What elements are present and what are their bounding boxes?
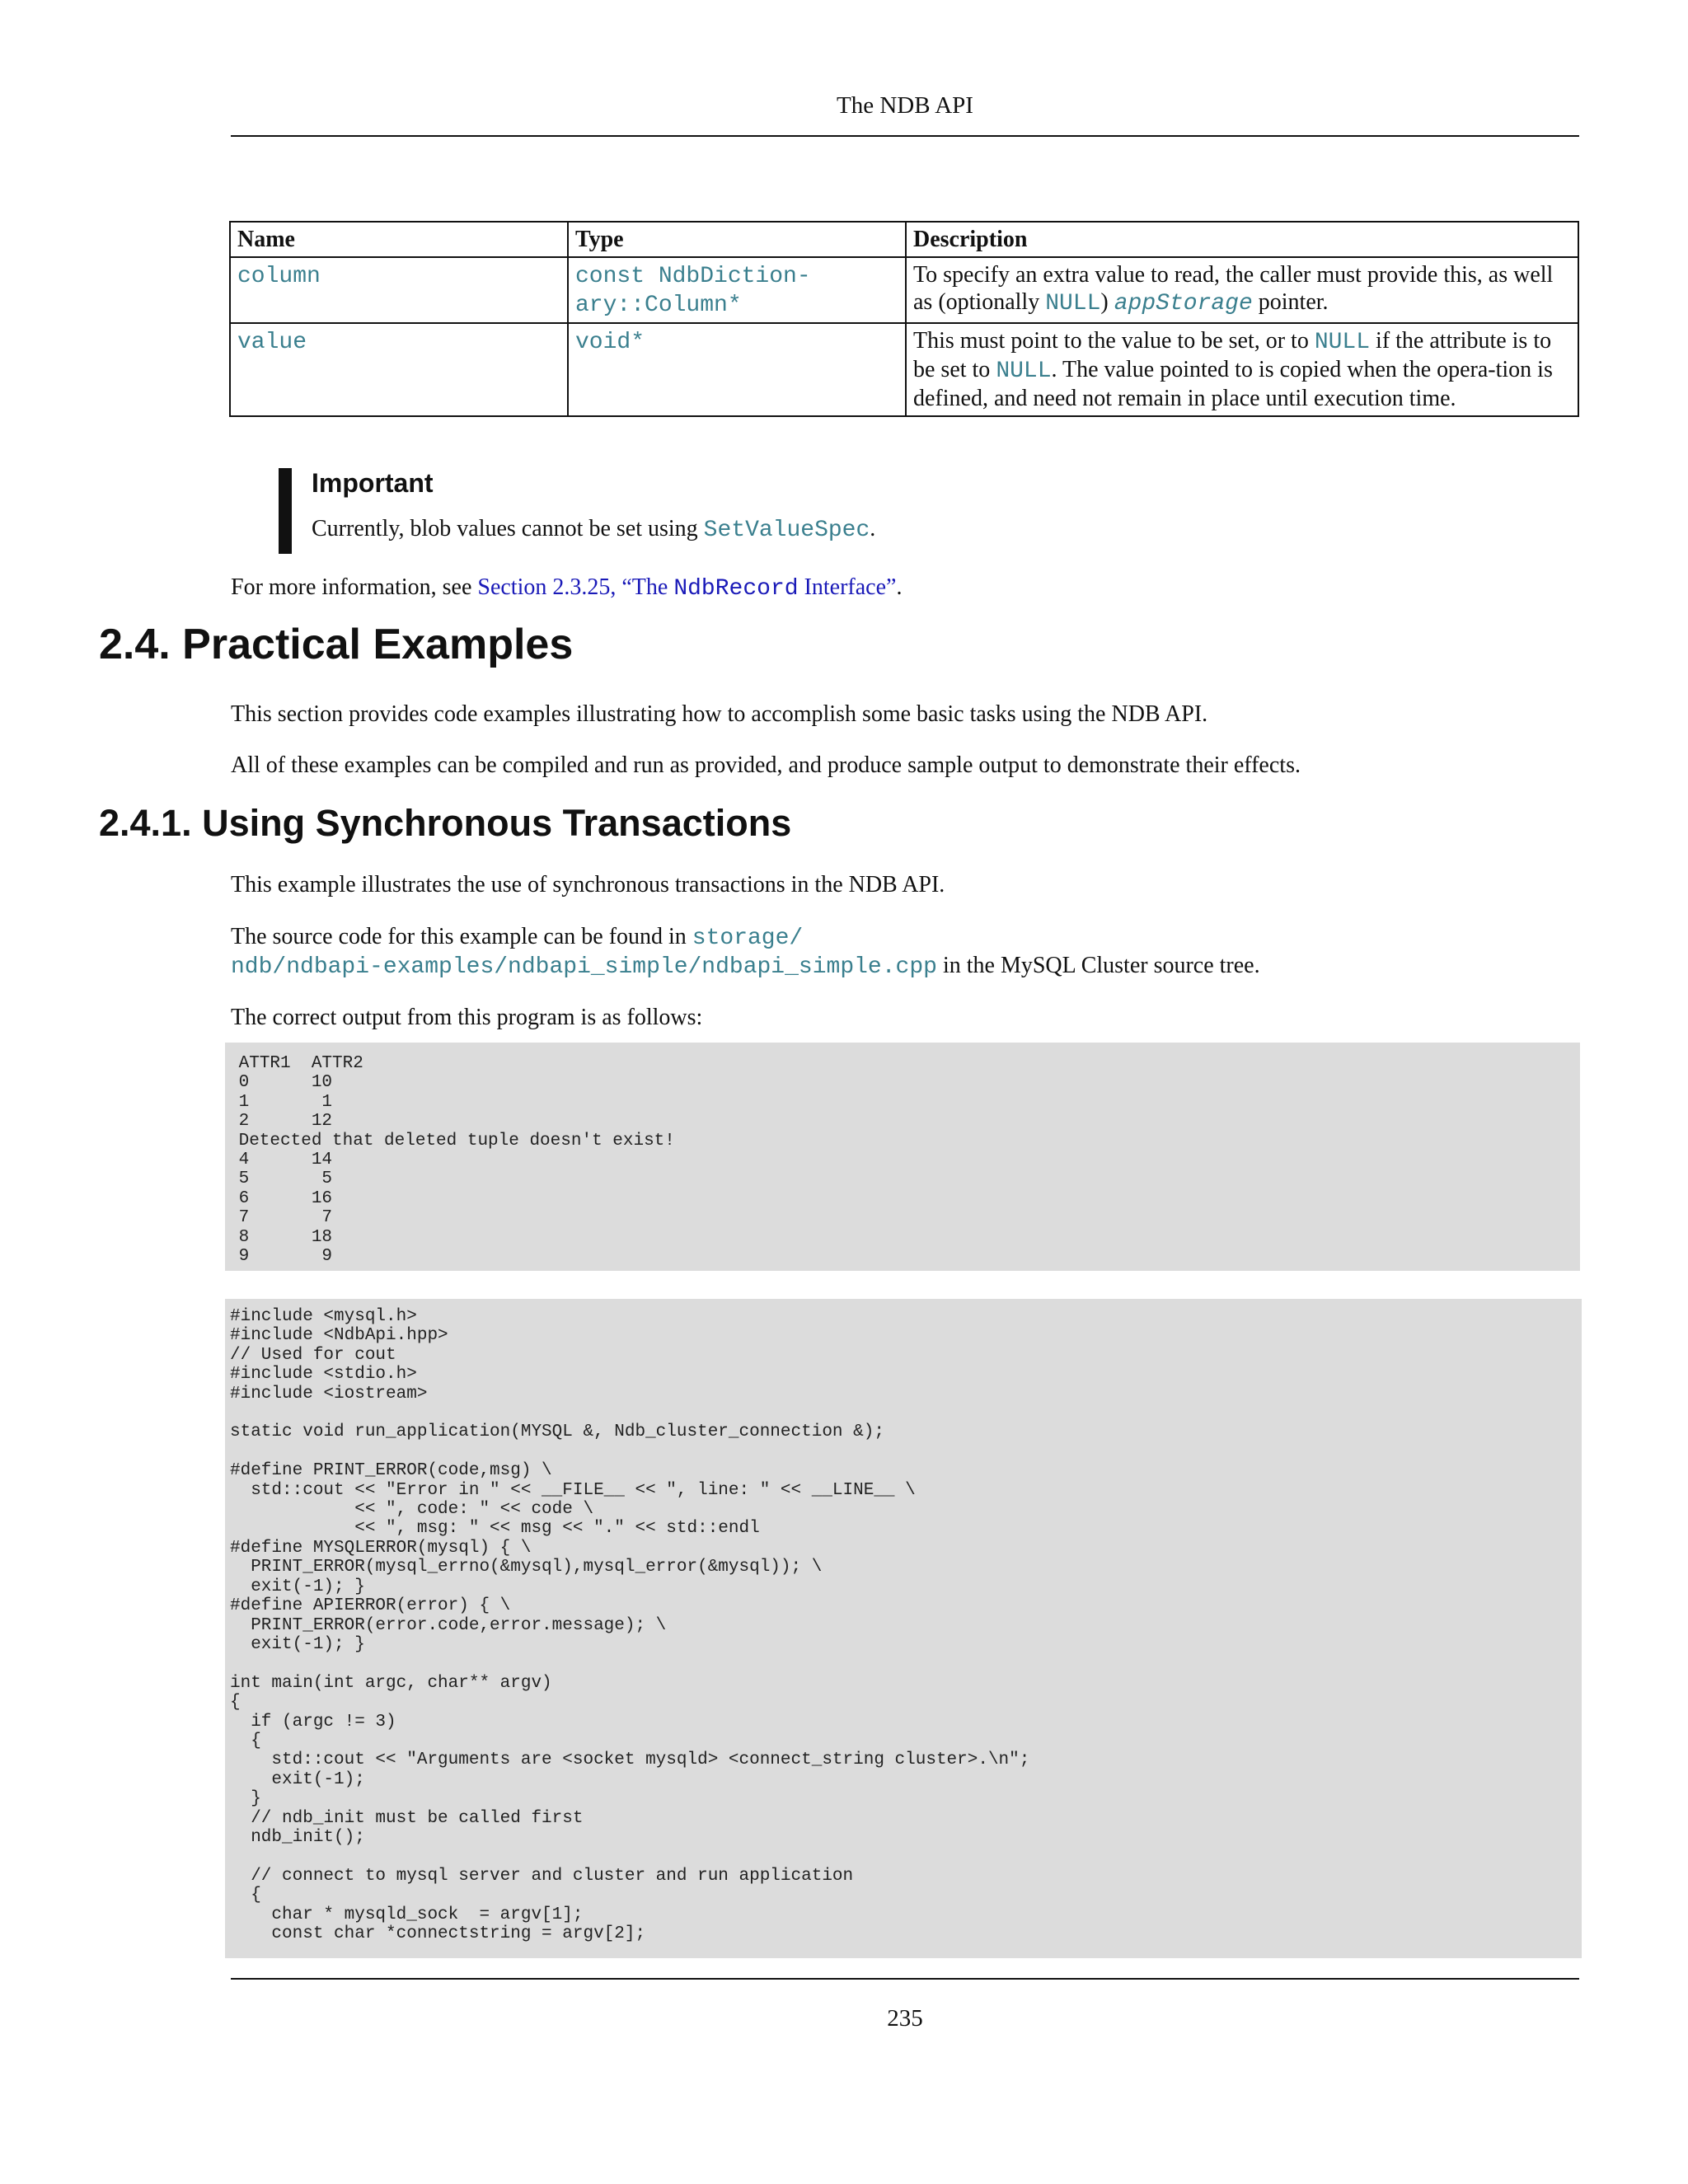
program-output-block: ATTR1 ATTR2 0 10 1 1 2 12 Detected that deleted tuple doesn't exist! 4 14 5 5 6 16 7 7 8 18 9 9 — [225, 1043, 1580, 1271]
column-header-description: Description — [906, 222, 1578, 257]
source-path-link[interactable]: storage/ ndb/ndbapi-examples/ndbapi_simple/ndbapi_simple.cpp — [231, 926, 937, 980]
more-info-paragraph: For more information, see Section 2.3.25, “The NdbRecord Interface”. — [231, 574, 903, 602]
param-description: This must point to the value to be set, or to NULL if the attribute is to be set to NULL. The value pointed to is copied when the opera-tion is defined, and need not remain in place until execution time. — [906, 323, 1578, 416]
column-header-type: Type — [568, 222, 906, 257]
table-header-row — [230, 222, 1578, 257]
section-2-4-note: All of these examples can be compiled and run as provided, and produce sample output to demonstrate their effects. — [231, 752, 1301, 778]
column-header-name: Name — [230, 222, 568, 257]
section-link[interactable]: Section 2.3.25, “The NdbRecord Interface” — [477, 574, 897, 602]
section-2-4-1-intro: This example illustrates the use of synchronous transactions in the NDB API. — [231, 872, 945, 898]
output-intro: The correct output from this program is as follows: — [231, 1005, 703, 1030]
table-row — [230, 323, 1578, 416]
param-type-link[interactable]: void* — [575, 330, 645, 355]
source-location-paragraph: The source code for this example can be found in storage/ ndb/ndbapi-examples/ndbapi_simple/ndbapi_simple.cpp in the MySQL Cluster source tree. — [231, 924, 1260, 980]
section-2-4-intro: This section provides code examples illustrating how to accomplish some basic tasks using the NDB API. — [231, 701, 1208, 727]
footer-rule — [231, 1978, 1579, 1980]
running-header: The NDB API — [837, 92, 973, 119]
note-text: Currently, blob values cannot be set using SetValueSpec. — [312, 516, 876, 543]
source-code-block: #include <mysql.h> #include <NdbApi.hpp> // Used for cout #include <stdio.h> #include <iostream> static void run_application(MYSQL &, Ndb_cluster_connection &); #define PRINT_ERROR(code,msg) \ std::cout << "Error in " << __FILE__ << ", line: " << __LINE__ \ << ", code: " << code \ << ", msg: " << msg << "." << std::endl #define MYSQLERROR(mysql) { \ PRINT_ERROR(mysql_errno(&mysql),mysql_error(&mysql)); \ exit(-1); } #define APIERROR(error) { \ PRINT_ERROR(error.code,error.message); \ exit(-1); } int main(int argc, char** argv) { if (argc != 3) { std::cout << "Arguments are <socket mysqld> <connect_string cluster>.\n"; exit(-1); } // ndb_init must be called first ndb_init(); // connect to mysql server and cluster and run application { char * mysqld_sock = argv[1]; const char *connectstring = argv[2]; — [225, 1299, 1582, 1958]
page-number: 235 — [887, 2005, 923, 2032]
param-type — [568, 323, 906, 416]
param-name — [230, 323, 568, 416]
section-heading-2-4: 2.4. Practical Examples — [99, 621, 574, 668]
param-type-link[interactable]: const NdbDiction- ary::Column* — [575, 264, 811, 318]
parameter-table — [229, 221, 1579, 417]
section-heading-2-4-1: 2.4.1. Using Synchronous Transactions — [99, 802, 792, 844]
param-description: To specify an extra value to read, the caller must provide this, as well as (optionally NULL) appStorage pointer. — [906, 257, 1578, 323]
important-note — [279, 468, 875, 554]
setvaluespec-link[interactable]: SetValueSpec — [703, 518, 870, 543]
param-name — [230, 257, 568, 323]
note-title: Important — [312, 468, 434, 498]
param-name-link[interactable]: column — [237, 264, 321, 289]
param-name-link[interactable]: value — [237, 330, 307, 355]
param-type — [568, 257, 906, 323]
header-rule — [231, 135, 1579, 137]
table-row — [230, 257, 1578, 323]
